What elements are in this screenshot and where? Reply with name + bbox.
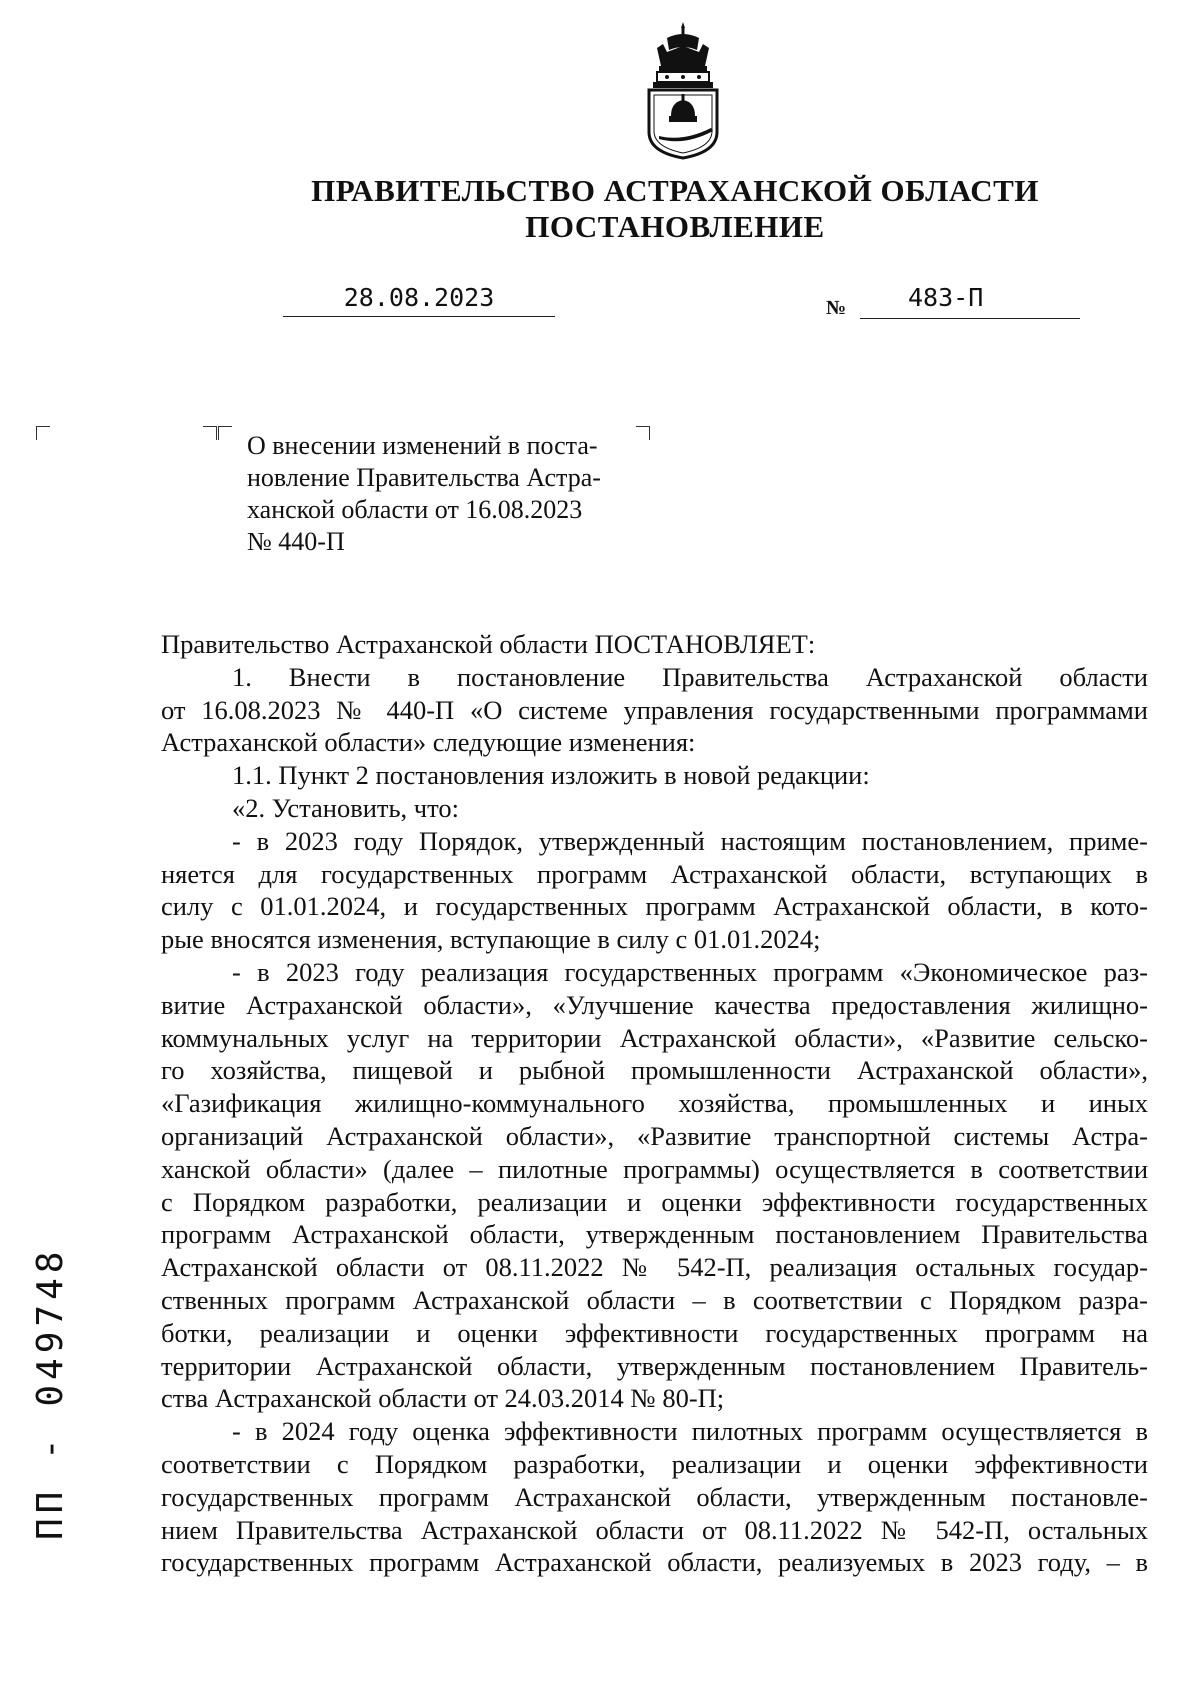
body-line: Астраханской области» следующие изменения: <box>161 727 696 758</box>
body-line: ботки, реализации и оценки эффективности государственных программ на <box>161 1317 1148 1348</box>
body-line: го хозяйства, пищевой и рыбной промышленности Астраханской области», <box>161 1055 1148 1086</box>
body-line: Астраханской области от 08.11.2022 № 542-П, реализация остальных государ- <box>161 1252 1148 1283</box>
body-line: соответствии с Порядком разработки, реализации и оценки эффективности <box>161 1448 1148 1479</box>
body-line: 1. Внести в постановление Правительства Астраханской области <box>232 661 1148 692</box>
body-line: няется для государственных программ Астраханской области, вступающих в <box>161 858 1148 889</box>
document-subject <box>247 430 647 558</box>
body-line: - в 2024 году оценка эффективности пилотных программ осуществляется в <box>232 1416 1148 1447</box>
doc-type-title: ПОСТАНОВЛЕНИЕ <box>525 209 825 244</box>
org-title: ПРАВИТЕЛЬСТВО АСТРАХАНСКОЙ ОБЛАСТИ <box>311 173 1039 208</box>
corner-mark <box>203 426 217 440</box>
preamble-line: Правительство Астраханской области ПОСТАНОВЛЯЕТ: <box>161 629 816 659</box>
body-line: ханской области» (далее – пилотные программы) осуществляется в соответствии <box>161 1153 1148 1184</box>
form-serial-number: ПП - 049748 <box>30 1246 71 1540</box>
body-line: коммунальных услуг на территории Астраханской области», «Развитие сельско- <box>161 1022 1148 1053</box>
subject-line: О внесении изменений в поста- <box>247 431 598 460</box>
date-underline <box>283 316 555 317</box>
number-underline <box>860 318 1080 319</box>
body-line: силу с 01.01.2024, и государственных программ Астраханской области, в кото- <box>161 891 1148 922</box>
body-line: от 16.08.2023 № 440-П «О системе управления государственными программами <box>161 694 1148 725</box>
body-line: с Порядком разработки, реализации и оценки эффективности государственных <box>161 1186 1148 1217</box>
subject-line: ханской области от 16.08.2023 <box>247 495 583 524</box>
document-body <box>161 628 1148 1579</box>
body-line: государственных программ Астраханской области, реализуемых в 2023 году, – в <box>161 1547 1148 1578</box>
body-line: государственных программ Астраханской области, утвержденным постановле- <box>161 1481 1148 1512</box>
body-line: организаций Астраханской области», «Развитие транспортной системы Астра- <box>161 1120 1148 1151</box>
body-line: 1.1. Пункт 2 постановления изложить в новой редакции: <box>232 760 870 791</box>
number-sign: № <box>826 297 847 319</box>
coat-of-arms-icon <box>627 20 739 160</box>
corner-mark <box>218 426 232 440</box>
subject-line: № 440-П <box>247 527 345 556</box>
document-number: 483-П <box>908 283 984 312</box>
body-line: нием Правительства Астраханской области от 08.11.2022 № 542-П, остальных <box>161 1514 1148 1545</box>
body-line: рые вносятся изменения, вступающие в силу с 01.01.2024; <box>161 924 821 955</box>
body-line: территории Астраханской области, утвержденным постановлением Правитель- <box>161 1350 1148 1381</box>
body-line: - в 2023 году реализация государственных программ «Экономическое раз- <box>232 956 1148 987</box>
body-line: витие Астраханской области», «Улучшение качества предоставления жилищно- <box>161 989 1148 1020</box>
document-date: 28.08.2023 <box>343 283 495 312</box>
subject-line: новление Правительства Астра- <box>247 463 601 492</box>
body-line: программ Астраханской области, утвержденным постановлением Правительства <box>161 1219 1148 1250</box>
corner-mark <box>36 426 50 440</box>
body-line: ства Астраханской области от 24.03.2014 № 80-П; <box>161 1383 725 1414</box>
body-line: - в 2023 году Порядок, утвержденный настоящим постановлением, приме- <box>232 825 1148 856</box>
body-line: ственных программ Астраханской области – в соответствии с Порядком разра- <box>161 1284 1148 1315</box>
body-line: «2. Установить, что: <box>232 792 459 823</box>
body-line: «Газификация жилищно-коммунального хозяйства, промышленных и иных <box>161 1088 1148 1119</box>
